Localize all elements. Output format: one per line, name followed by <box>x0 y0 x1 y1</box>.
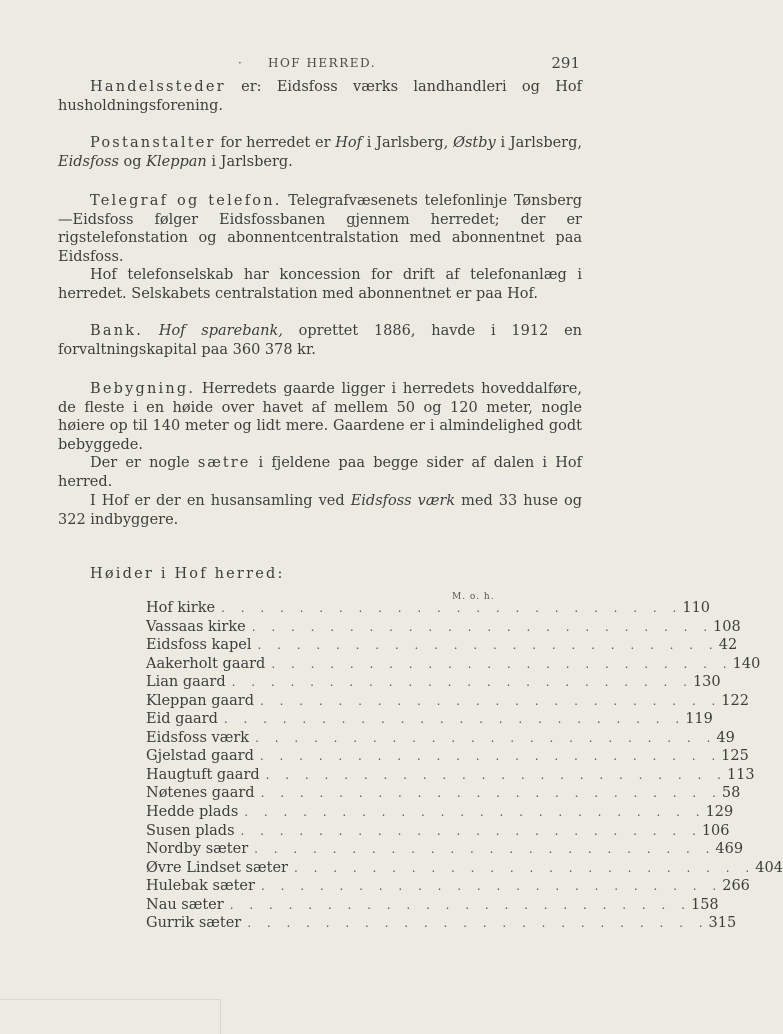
dot-leader: . . . . . . . . . . . . . . . . . . . . . . . . <box>247 916 709 931</box>
dot-leader: . . . . . . . . . . . . . . . . . . . . . . . . <box>231 675 693 690</box>
italic-place: Østby <box>453 135 496 151</box>
italic-place: Eidsfoss <box>58 153 119 170</box>
paragraph-telegraf <box>58 192 582 266</box>
place-name: Eidsfoss værk <box>146 729 250 746</box>
table-unit-label: M. o. h. <box>452 592 495 602</box>
place-name: Susen plads <box>146 822 235 839</box>
height-value: 113 <box>726 766 755 783</box>
paragraph-text: Hof telefonselskab har koncession for drift af telefonanlæg i herredet. Selskabets centralstation med abonnentnet er paa Hof. <box>58 267 582 302</box>
table-row <box>146 822 730 842</box>
height-value: 110 <box>682 600 711 616</box>
text-run: Der er nogle <box>90 455 198 471</box>
page-number: 291 <box>551 54 580 72</box>
paragraph-bebygning <box>58 380 582 454</box>
table-row <box>146 859 783 879</box>
dot-leader: . . . . . . . . . . . . . . . . . . . . . . . . <box>244 805 706 820</box>
height-value: 49 <box>716 729 735 746</box>
dot-leader: . . . . . . . . . . . . . . . . . . . . . . . . <box>260 693 722 708</box>
italic-bank-name: Hof sparebank, <box>158 323 283 339</box>
table-row <box>146 915 737 934</box>
lead-word: Handelssteder <box>90 79 226 95</box>
dot-leader: . . . . . . . . . . . . . . . . . . . . . . . . <box>254 842 716 857</box>
paragraph-text: er: Eidsfoss værks landhandleri og Hof husholdningsforening. <box>58 79 582 114</box>
italic-place: Eidsfoss værk <box>350 493 456 509</box>
table-row <box>146 655 761 675</box>
place-name: Gurrik sæter <box>146 915 242 932</box>
text-run: for herredet er <box>215 135 336 151</box>
table-row <box>146 841 744 860</box>
height-value: 42 <box>718 637 738 654</box>
dot-leader: . . . . . . . . . . . . . . . . . . . . . . . . <box>293 860 756 875</box>
place-name: Kleppan gaard <box>146 692 254 709</box>
running-header <box>0 52 664 76</box>
lead-word: Postanstalter <box>90 135 216 151</box>
paragraph-telefonselskab <box>58 266 582 303</box>
table-heading: Høider i Hof herred: <box>90 566 285 582</box>
place-name: Nau sæter <box>146 896 224 913</box>
table-row <box>146 637 738 656</box>
paragraph-saetre <box>58 454 582 491</box>
dot-leader: . . . . . . . . . . . . . . . . . . . . . . . . <box>265 767 727 782</box>
table-row <box>146 674 721 693</box>
dot-leader: . . . . . . . . . . . . . . . . . . . . . . . . <box>223 712 686 727</box>
text-run: i Jarlsberg. <box>206 153 293 170</box>
text-run <box>143 323 159 339</box>
dot-leader: . . . . . . . . . . . . . . . . . . . . . . . . <box>229 897 691 912</box>
place-name: Eidsfoss kapel <box>146 637 252 654</box>
dot-leader: . . . . . . . . . . . . . . . . . . . . . . . . <box>260 879 723 894</box>
place-name: Øvre Lindset sæter <box>146 859 288 876</box>
dot-leader: . . . . . . . . . . . . . . . . . . . . . . . . <box>260 786 722 801</box>
dot-leader: . . . . . . . . . . . . . . . . . . . . . . . . <box>259 749 722 764</box>
table-row <box>146 729 735 749</box>
table-row <box>146 785 741 804</box>
height-value: 129 <box>705 804 734 821</box>
paragraph-bank <box>58 322 582 359</box>
text-run: i Jarlsberg, <box>495 135 583 151</box>
text-run: i Jarlsberg, <box>362 135 454 151</box>
dot-leader: . . . . . . . . . . . . . . . . . . . . . . . . <box>240 823 702 838</box>
height-value: 58 <box>721 785 741 802</box>
paragraph-postanstalter <box>58 134 582 171</box>
page-corner-mark <box>0 999 221 1034</box>
place-name: Aakerholt gaard <box>146 655 266 672</box>
place-name: Nordby sæter <box>146 841 249 858</box>
dot-leader: . . . . . . . . . . . . . . . . . . . . . . . . <box>271 656 733 671</box>
height-value: 130 <box>692 674 721 691</box>
text-run: og <box>118 153 147 170</box>
text-run: oprettet 1886, havde i 1912 en forvaltningskapital paa 360 378 kr. <box>58 323 582 358</box>
place-name: Gjelstad gaard <box>146 748 254 765</box>
dot-leader: . . . . . . . . . . . . . . . . . . . . . . . . <box>257 638 719 653</box>
italic-place: Hof <box>335 135 362 151</box>
text-run: med 33 huse og 322 indbyggere. <box>58 493 582 528</box>
height-value: 140 <box>732 655 761 672</box>
spaced-word: sætre <box>197 455 251 471</box>
height-value: 404 <box>755 859 783 876</box>
paragraph-handelssteder <box>58 78 582 115</box>
table-row <box>146 878 750 897</box>
height-value: 122 <box>721 692 749 709</box>
place-name: Hedde plads <box>146 804 239 821</box>
table-row <box>146 618 741 638</box>
dot-leader: . . . . . . . . . . . . . . . . . . . . . . . . <box>251 619 714 634</box>
place-name: Haugtuft gaard <box>146 766 260 783</box>
running-title: HOF HERRED. <box>268 56 377 70</box>
heights-table <box>146 600 783 934</box>
paragraph-text: Telegrafvæsenets telefonlinje Tønsberg—Eidsfoss følger Eidsfossbanen gjennem herredet; der er rigstelefonstation og abonnentcentralstation med abonnentnet paa Eidsfoss. <box>58 193 582 265</box>
paragraph-husansamling <box>58 492 582 529</box>
table-row <box>146 766 755 786</box>
text-run: i fjeldene paa begge sider af dalen i Hof herred. <box>58 455 583 490</box>
place-name: Lian gaard <box>146 674 226 691</box>
paragraph-text: Herredets gaarde ligger i herredets hoveddalføre, de fleste i en høide over havet af mellem 50 og 120 meter, nogle høiere op til 140 meter og lidt mere. Gaardene er i almindelighed godt bebyggede. <box>58 381 582 453</box>
lead-word: Telegraf og telefon. <box>90 193 282 209</box>
place-name: Nøtenes gaard <box>146 785 255 802</box>
table-row <box>146 748 749 767</box>
table-row <box>146 692 749 712</box>
table-row <box>146 600 711 619</box>
height-value: 106 <box>701 822 730 839</box>
lead-word: Bebygning. <box>90 381 196 397</box>
table-row <box>146 896 719 916</box>
dot-leader: . . . . . . . . . . . . . . . . . . . . . . . . <box>221 601 683 615</box>
height-value: 158 <box>690 896 719 913</box>
place-name: Vassaas kirke <box>146 618 246 635</box>
height-value: 119 <box>685 711 713 728</box>
height-value: 315 <box>708 915 737 932</box>
dot-leader: . . . . . . . . . . . . . . . . . . . . . . . . <box>255 730 717 745</box>
text-run: I Hof er der en husansamling ved <box>90 493 351 509</box>
place-name: Hulebak sæter <box>146 878 255 895</box>
italic-place: Kleppan <box>146 153 207 170</box>
place-name: Eid gaard <box>146 711 218 728</box>
height-value: 125 <box>721 748 749 765</box>
height-value: 108 <box>713 618 741 635</box>
table-row <box>146 804 734 823</box>
header-dot: · <box>238 56 242 70</box>
height-value: 469 <box>715 841 744 858</box>
height-value: 266 <box>722 878 750 895</box>
lead-word: Bank. <box>90 323 144 339</box>
place-name: Hof kirke <box>146 600 216 616</box>
table-row <box>146 711 713 730</box>
